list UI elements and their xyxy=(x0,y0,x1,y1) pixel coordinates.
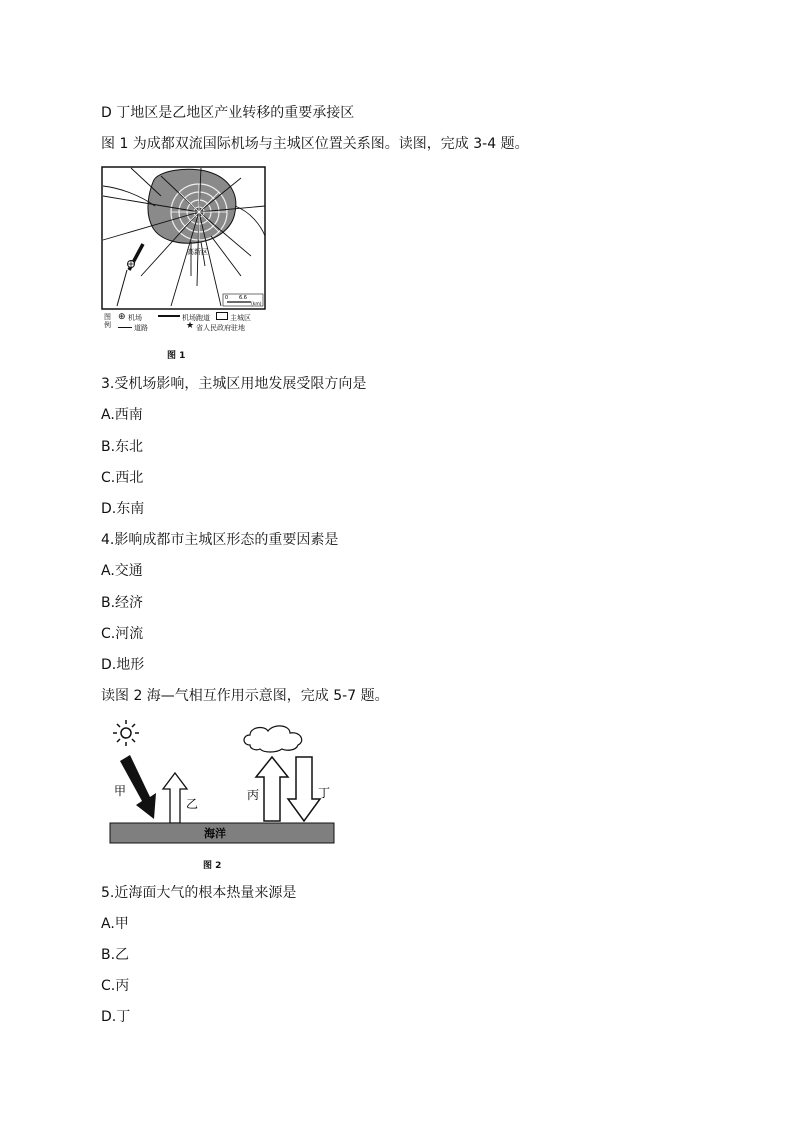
scale-unit: (km) xyxy=(251,302,262,307)
question-4: 4.影响成都市主城区形态的重要因素是 xyxy=(101,532,339,548)
figure2-caption: 图 2 xyxy=(203,861,222,871)
question-3-option-c: C.西北 xyxy=(101,470,144,486)
text-line-option-d: D 丁地区是乙地区产业转移的重要承接区 xyxy=(101,105,355,121)
label-jia: 甲 xyxy=(114,784,127,798)
scale-zero: 0 xyxy=(225,295,229,301)
question-4-option-b: B.经济 xyxy=(101,595,144,611)
legend-title: 图例 xyxy=(104,313,111,329)
figure1-legend xyxy=(104,311,274,341)
legend-city: 主城区 xyxy=(230,314,251,322)
question-4-option-c: C.河流 xyxy=(101,626,144,642)
question-3: 3.受机场影响，主城区用地发展受限方向是 xyxy=(101,376,367,392)
legend-runway: 机场跑道 xyxy=(182,314,210,322)
question-3-option-d: D.东南 xyxy=(101,501,145,517)
question-5-option-d: D.丁 xyxy=(101,1009,131,1025)
city-area-icon xyxy=(216,312,228,320)
figure2-diagram xyxy=(108,715,336,845)
legend-airport: 机场 xyxy=(128,314,142,322)
label-ding: 丁 xyxy=(318,786,331,800)
question-4-option-a: A.交通 xyxy=(101,563,143,579)
question-4-option-d: D.地形 xyxy=(101,657,145,673)
airport-icon: ⊕ xyxy=(118,312,126,322)
figure1-map xyxy=(101,166,266,310)
label-yi: 乙 xyxy=(186,797,199,811)
text-line-figure1-intro: 图 1 为成都双流国际机场与主城区位置关系图。读图，完成 3-4 题。 xyxy=(101,136,529,152)
question-3-option-b: B.东北 xyxy=(101,439,144,455)
question-5-option-b: B.乙 xyxy=(101,947,130,963)
question-3-option-a: A.西南 xyxy=(101,407,143,423)
question-5-option-c: C.丙 xyxy=(101,978,130,994)
star-icon: ★ xyxy=(186,321,195,331)
legend-road: 道路 xyxy=(134,324,148,332)
label-ocean: 海洋 xyxy=(204,827,226,840)
arrow-yi xyxy=(163,773,187,823)
text-line-figure2-intro: 读图 2 海—气相互作用示意图，完成 5-7 题。 xyxy=(101,688,389,704)
sun-icon xyxy=(113,720,139,746)
road-icon xyxy=(118,327,132,328)
question-5-option-a: A.甲 xyxy=(101,916,129,932)
map-label-high-tech: 高新区 xyxy=(187,248,208,256)
cloud-icon xyxy=(244,726,302,752)
scale-value: 6.6 xyxy=(239,295,247,301)
arrow-ding xyxy=(288,757,320,821)
runway-icon xyxy=(158,315,180,317)
legend-gov: 省人民政府驻地 xyxy=(196,324,245,332)
arrow-bing xyxy=(256,757,288,821)
question-5: 5.近海面大气的根本热量来源是 xyxy=(101,885,297,901)
figure1-caption: 图 1 xyxy=(167,351,186,361)
label-bing: 丙 xyxy=(247,788,260,802)
